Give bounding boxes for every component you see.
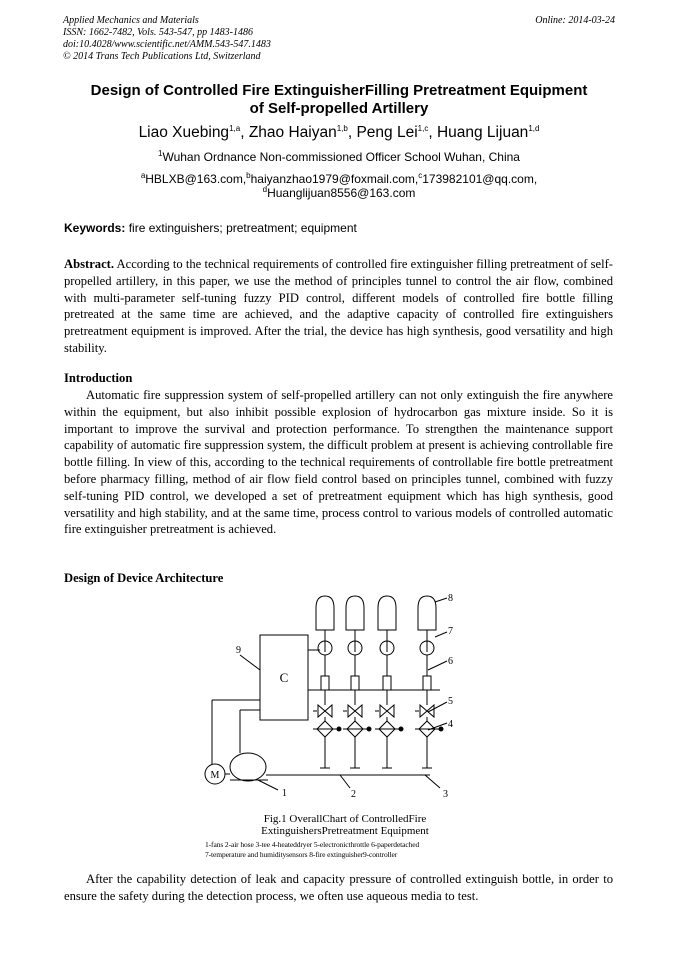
equipment-diagram bbox=[200, 590, 470, 810]
callout-7: 7 bbox=[448, 626, 453, 637]
affiliation-text: Wuhan Ordnance Non-commissioned Officer School Wuhan, China bbox=[162, 150, 520, 164]
figure-caption-line-2: ExtinguishersPretreatment Equipment bbox=[261, 825, 429, 837]
dryer-node bbox=[367, 727, 371, 731]
author-name: Zhao Haiyan bbox=[248, 124, 337, 141]
extinguisher-bottle bbox=[378, 596, 396, 630]
abstract-text: According to the technical requirements of controlled fire extinguisher filling pretreatment of self-propelled artillery, in this paper, we use the method of principles tunnel to control the air flow, combined with multi-parameter self-tuning fuzzy PID control, different models of controlled fire bottle filling pretreated at the same time are achieved, and the adaptive capacity of controlled fire extinguishers pretreatment equipment is improved. After the trial, the device has high synthesis, good versatility and high stability. bbox=[64, 257, 613, 355]
keywords bbox=[64, 221, 357, 235]
callout-6: 6 bbox=[448, 656, 453, 667]
callout-3: 3 bbox=[443, 789, 448, 800]
throttle-valve bbox=[318, 705, 332, 717]
callout-8: 8 bbox=[448, 593, 453, 604]
dryer-node bbox=[399, 727, 403, 731]
throttle-valve bbox=[380, 705, 394, 717]
paper-filter bbox=[351, 676, 359, 690]
figure-legend-line-1: 1-fans 2-air hose 3-tee 4-heateddryer 5-electronicthrottle 6-paperdetached bbox=[205, 840, 420, 849]
controller-label: C bbox=[279, 670, 289, 685]
section-heading-design: Design of Device Architecture bbox=[64, 571, 224, 585]
author-sup: 1,a bbox=[229, 123, 241, 133]
author-sup: 1,b bbox=[336, 123, 348, 133]
online-date: Online: 2014-03-24 bbox=[535, 15, 615, 26]
callout-9: 9 bbox=[236, 645, 241, 656]
keywords-text: fire extinguishers; pretreatment; equipment bbox=[128, 221, 357, 235]
figure-caption-line-1: Fig.1 OverallChart of ControlledFire bbox=[263, 813, 427, 825]
affiliation bbox=[40, 150, 638, 164]
email-d[interactable]: Huanglijuan8556@163.com bbox=[267, 186, 416, 200]
journal-name: Applied Mechanics and Materials bbox=[63, 15, 199, 26]
email-sup: c bbox=[418, 171, 423, 180]
throttle-valve bbox=[420, 705, 434, 717]
design-paragraph: After the capability detection of leak and capacity pressure of controlled extinguish bottle, in order to ensure the safety during the detection process, we often use aqueous media to test. bbox=[64, 872, 613, 903]
figure-legend bbox=[205, 840, 419, 860]
author-emails bbox=[100, 172, 578, 200]
throttle-valve bbox=[348, 705, 362, 717]
title-line-1: Design of Controlled Fire ExtinguisherFilling Pretreatment Equipment bbox=[90, 82, 588, 99]
author-name: Huang Lijuan bbox=[436, 124, 529, 141]
motor-label: M bbox=[210, 770, 220, 781]
email-b[interactable]: haiyanzhao1979@foxmail.com, bbox=[250, 172, 419, 186]
extinguisher-bottle bbox=[346, 596, 364, 630]
figure-caption bbox=[200, 813, 490, 837]
email-sup: d bbox=[262, 185, 268, 194]
section-heading-introduction: Introduction bbox=[64, 371, 133, 385]
abstract bbox=[64, 256, 613, 357]
author-list: Liao Xuebing$^{1,a}$, Zhao Haiyan$^{1,b}$, Peng Lei$^{1,c}$, Huang Lijuan$^{1,d}$ bbox=[138, 123, 540, 141]
email-a[interactable]: HBLXB@163.com, bbox=[145, 172, 247, 186]
paper-filter bbox=[321, 676, 329, 690]
extinguisher-bottle bbox=[418, 596, 436, 630]
figure-legend-line-2: 7-temperature and humiditysensors 8-fire extinguisher9-controller bbox=[205, 850, 398, 859]
paper-filter bbox=[383, 676, 391, 690]
callout-5: 5 bbox=[448, 696, 453, 707]
paper-title bbox=[40, 82, 638, 118]
abstract-label: Abstract. bbox=[64, 257, 115, 271]
title-line-2: of Self-propelled Artillery bbox=[249, 100, 429, 117]
dryer-node bbox=[439, 727, 443, 731]
callout-4: 4 bbox=[448, 719, 453, 730]
journal-header bbox=[63, 15, 271, 63]
author-sup: 1,d bbox=[528, 123, 540, 133]
introduction-paragraph: Automatic fire suppression system of self-propelled artillery can not only extinguish the fire anywhere within the equipment, but also inhibit possible explosion of hydrocarbon gas mixture inside. So it is important to improve the survival and protection performance. To strengthen the maintenance support capability of automatic fire suppression system, the difficult problem at present is achieving controllable fire bottle filling. In view of this, according to the technical requirements of controllable fire bottle pretreatment before pharmacy filling, method of air flow field control based on principles tunnel, combined with fuzzy self-tuning PID control, we developed a set of pretreatment equipment which has high synthesis, good versatility and high stability, and at the same time, process control to various models of controlled automatic fire extinguisher pretreatment is achieved. bbox=[64, 388, 613, 537]
issn-line: ISSN: 1662-7482, Vols. 543-547, pp 1483-1486 bbox=[63, 27, 253, 38]
email-sup: a bbox=[140, 171, 146, 180]
author-sup: 1,c bbox=[417, 123, 429, 133]
extinguisher-bottle bbox=[316, 596, 334, 630]
copyright-line: © 2014 Trans Tech Publications Ltd, Switzerland bbox=[63, 51, 261, 62]
author-name: Liao Xuebing bbox=[138, 124, 230, 141]
doi-line: doi:10.4028/www.scientific.net/AMM.543-547.1483 bbox=[63, 39, 271, 50]
email-sup: b bbox=[246, 171, 251, 180]
fan-blower bbox=[230, 753, 266, 781]
email-c[interactable]: 173982101@qq.com, bbox=[422, 172, 538, 186]
keywords-label: Keywords: bbox=[64, 221, 126, 235]
callout-2: 2 bbox=[351, 789, 356, 800]
affiliation-sup: 1 bbox=[158, 149, 163, 158]
dryer-node bbox=[337, 727, 341, 731]
paper-filter bbox=[423, 676, 431, 690]
callout-1: 1 bbox=[282, 788, 287, 799]
author-name: Peng Lei bbox=[356, 124, 418, 141]
